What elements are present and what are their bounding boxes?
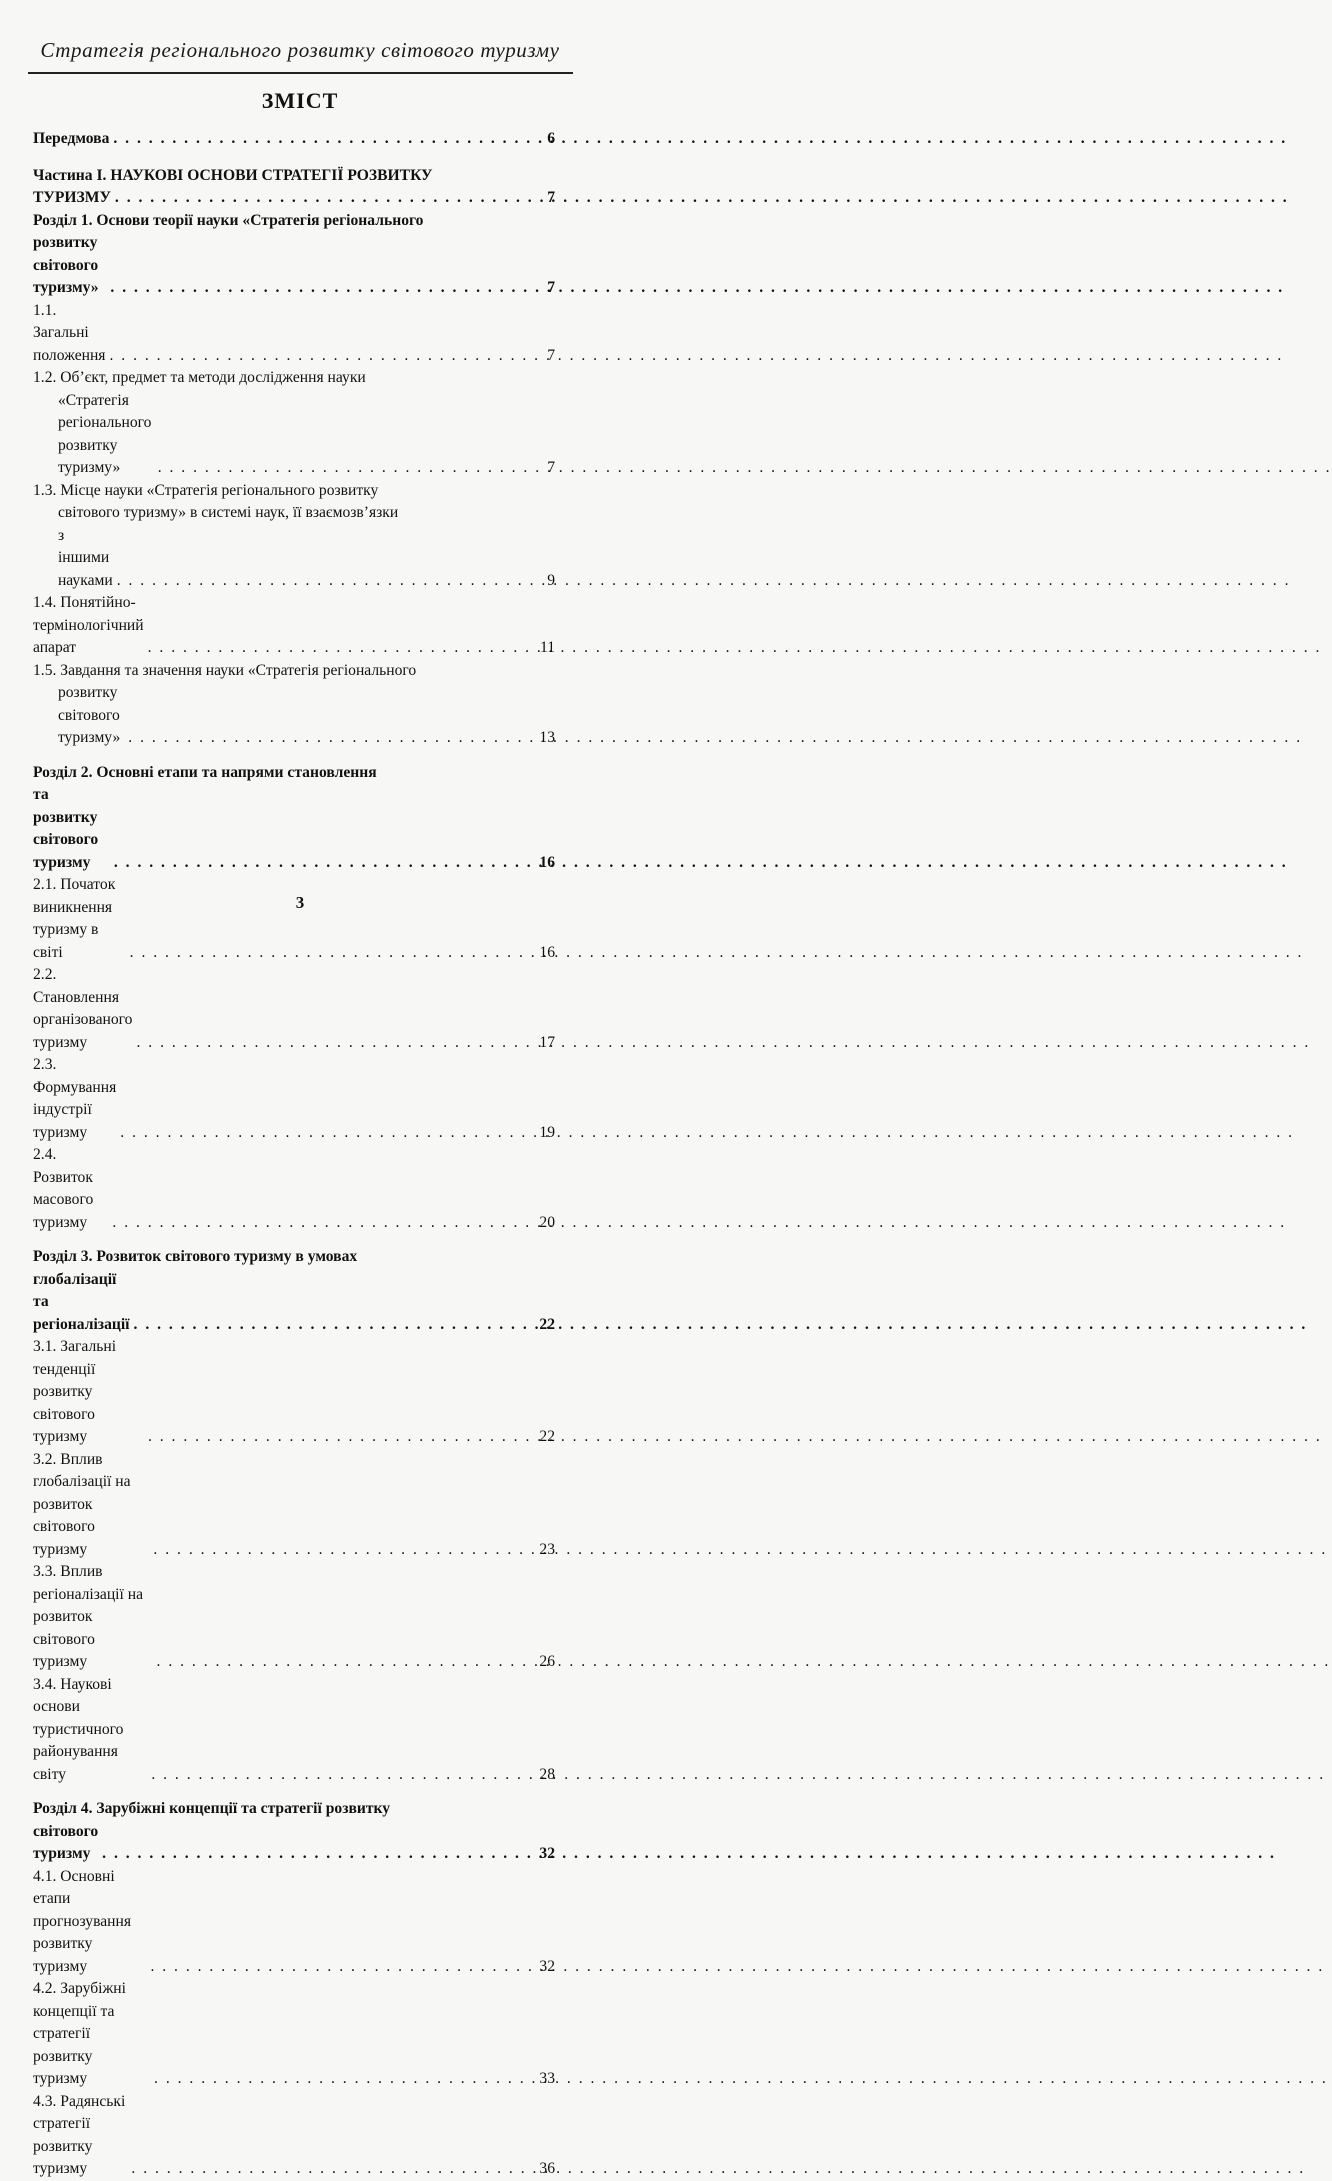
dot-leader	[113, 128, 535, 151]
toc-entry	[33, 874, 555, 964]
dot-leader	[150, 1956, 535, 1979]
dot-leader	[128, 727, 535, 750]
dot-leader	[157, 1651, 535, 1674]
toc-page-number: 16	[539, 943, 555, 961]
header-rule	[28, 72, 573, 74]
toc-page-number: 11	[539, 639, 555, 656]
toc-entry-title: та розвитку світового туризму	[33, 786, 99, 871]
toc-entry	[33, 1561, 555, 1674]
toc-entry	[33, 1269, 555, 1337]
toc-entry-title: 3.3. Вплив регіоналізації на розвиток світового туризму	[33, 1563, 144, 1670]
toc-entry-title: 2.2. Становлення організованого туризму	[33, 966, 133, 1051]
dot-leader	[120, 1122, 535, 1145]
section-gap	[33, 1786, 555, 1798]
toc-entry	[33, 165, 555, 188]
toc-entry-title: 1.4. Понятійно-термінологічний апарат	[33, 594, 144, 656]
dot-leader	[112, 1212, 535, 1235]
dot-leader	[158, 457, 535, 480]
toc-entry	[33, 128, 555, 151]
toc-entry	[33, 367, 555, 390]
dot-leader	[131, 2158, 535, 2181]
toc-entry	[33, 1674, 555, 1787]
toc-entry	[33, 390, 555, 480]
toc-entry-title: 4.2. Зарубіжні концепції та стратегії розвитку туризму	[33, 1980, 126, 2087]
running-head: Стратегія регіонального розвитку світового туризму	[40, 38, 560, 62]
toc-entry	[33, 1798, 555, 1821]
section-gap	[33, 1234, 555, 1246]
toc-entry-title: 4.3. Радянські стратегії розвитку туризму	[33, 2092, 126, 2177]
toc-entry	[33, 210, 555, 233]
toc-entry	[33, 1866, 555, 1979]
toc-page-number: 32	[539, 1845, 555, 1862]
toc-page-number: 19	[539, 1123, 555, 1141]
section-gap	[33, 750, 555, 762]
toc-entry	[33, 300, 555, 368]
toc-page-number: 22	[539, 1315, 555, 1333]
toc-page-number: 7	[547, 279, 555, 296]
toc-entry-line: 1.3. Місце науки «Стратегія регіонального розвитку	[33, 481, 379, 499]
dot-leader	[154, 2068, 535, 2091]
toc-page-number: 7	[547, 189, 555, 206]
toc-entry	[33, 1054, 555, 1144]
toc-entry-title: 3.1. Загальні тенденції розвитку світового туризму	[33, 1338, 117, 1445]
dot-leader	[151, 1764, 535, 1787]
dot-leader	[110, 277, 535, 300]
toc-page-number: 23	[539, 1540, 555, 1558]
toc-page-number: 32	[539, 1957, 555, 1975]
dot-leader	[130, 942, 535, 965]
toc-entry	[33, 1821, 555, 1866]
toc-entry-title: 2.4. Розвиток масового туризму	[33, 1146, 94, 1231]
toc-entry	[33, 1978, 555, 2091]
dot-leader	[114, 852, 535, 875]
toc-entry	[33, 525, 555, 593]
toc-entry-title: 1.1. Загальні положення	[33, 301, 106, 364]
toc-entry-title: ТУРИЗМУ	[33, 189, 111, 206]
toc-entry	[33, 502, 555, 525]
toc-entry-line: Розділ 3. Розвиток світового туризму в умовах	[33, 1248, 358, 1265]
toc-entry-title: з іншими науками	[57, 526, 113, 589]
toc-entry	[33, 762, 555, 785]
toc-entry	[33, 1246, 555, 1269]
toc-page-number: 7	[547, 346, 555, 364]
toc-entry	[33, 187, 555, 210]
toc-entry	[33, 592, 555, 660]
toc-page-number: 13	[539, 729, 555, 746]
toc-entry-title: розвитку світового туризму»	[33, 234, 99, 296]
dot-leader	[153, 1539, 535, 1562]
toc-entry-line: Розділ 4. Зарубіжні концепції та стратегії розвитку	[33, 1800, 391, 1817]
toc-page-number: 9	[547, 571, 555, 589]
toc-entry	[33, 1336, 555, 1449]
dot-leader	[148, 637, 535, 660]
toc-page-number: 17	[539, 1033, 555, 1051]
toc-entry	[33, 1449, 555, 1562]
toc-entry-title: світового туризму	[33, 1822, 99, 1862]
toc-entry	[33, 784, 555, 874]
toc-page-number: 20	[539, 1213, 555, 1231]
page-title: ЗМІСТ	[261, 88, 339, 113]
toc-page-number: 26	[539, 1653, 555, 1670]
book-page	[0, 0, 600, 2177]
toc-entry-line: Розділ 1. Основи теорії науки «Стратегія регіонального	[33, 211, 424, 229]
toc-entry-title: глобалізації та регіоналізації	[33, 1270, 130, 1333]
toc-entry-line: світового туризму» в системі наук, її взаємозв’язки	[57, 504, 399, 521]
toc-entry-line: Розділ 2. Основні етапи та напрями становлення	[33, 763, 377, 781]
toc-entry-title: 2.1. Початок виникнення туризму в світі	[33, 876, 116, 961]
toc-entry-line: 1.5. Завдання та значення науки «Стратегія регіонального	[33, 661, 417, 679]
dot-leader	[102, 1843, 535, 1866]
toc-entry-title: «Стратегія регіонального розвитку туризму»	[57, 391, 152, 476]
toc-entry-title: розвитку світового туризму»	[57, 684, 121, 746]
dot-leader	[136, 1032, 535, 1055]
toc-entry-title: 2.3. Формування індустрії туризму	[33, 1056, 117, 1141]
toc-entry-line: 1.2. Об’єкт, предмет та методи дослідження науки	[33, 369, 366, 386]
dot-leader	[134, 1314, 535, 1337]
dot-leader	[109, 345, 535, 368]
toc-entry	[33, 232, 555, 300]
toc-entry	[33, 682, 555, 750]
toc-page-number: 7	[547, 459, 555, 476]
toc-entry-title: Передмова	[33, 130, 110, 147]
dot-leader	[148, 1426, 535, 1449]
toc-entry-title: 3.2. Вплив глобалізації на розвиток світового туризму	[33, 1450, 131, 1558]
toc-entry	[33, 2091, 555, 2181]
toc-page-number: 36	[539, 2160, 555, 2177]
dot-leader	[115, 187, 535, 210]
toc-entry	[33, 1144, 555, 1234]
toc-entry-title: 3.4. Наукові основи туристичного районування світу	[33, 1675, 124, 1783]
toc-page-number: 22	[539, 1428, 555, 1445]
toc-entry	[33, 660, 555, 683]
toc-page-number: 16	[539, 853, 555, 871]
toc-page-number: 33	[539, 2070, 555, 2087]
toc-entry	[33, 480, 555, 503]
section-gap	[33, 151, 555, 165]
toc-page-number: 6	[547, 130, 555, 147]
toc-entry-line: Частина I. НАУКОВІ ОСНОВИ СТРАТЕГІЇ РОЗВИТКУ	[33, 166, 433, 184]
toc-entry	[33, 964, 555, 1054]
page-number: 3	[295, 893, 305, 912]
table-of-contents	[33, 128, 555, 2181]
dot-leader	[117, 570, 535, 593]
toc-page-number: 28	[539, 1765, 555, 1783]
toc-entry-title: 4.1. Основні етапи прогнозування розвитку туризму	[33, 1867, 132, 1975]
